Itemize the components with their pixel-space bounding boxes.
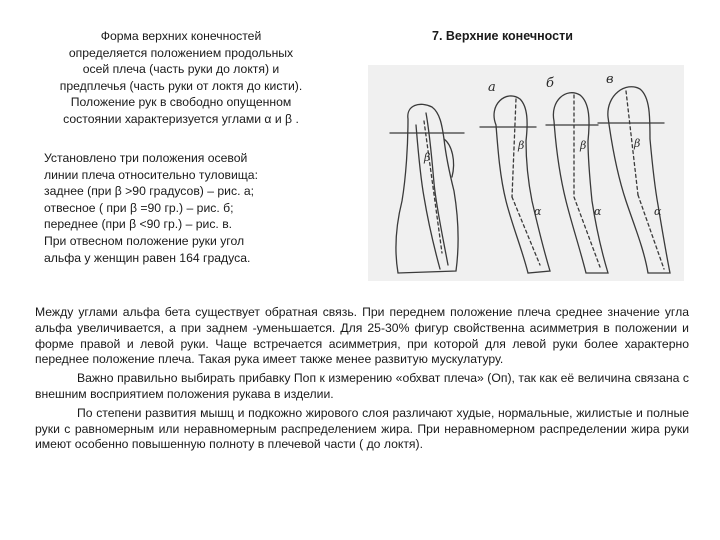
arm-b-alpha-label: α <box>594 205 602 218</box>
arm-b-outline <box>553 93 608 273</box>
slide-title: 7. Верхние конечности <box>432 29 573 43</box>
positions-line: линии плеча относительно туловища: <box>44 167 258 182</box>
paragraph: По степени развития мышц и подкожно жирового слоя различают худые, нормальные, жилистые и полные руки с равномерным или неравномерным распределением жира. При неравномерном распределении жира руки имеют особенно повышенную полноту в плечевой части ( до локтя). <box>35 405 689 452</box>
positions-line: переднее (при β <90 гр.) – рис. в. <box>44 217 233 232</box>
arm-sketch-drawing <box>368 65 684 281</box>
torso-beta-label: β <box>424 151 431 164</box>
arm-a-beta-label: β <box>518 139 525 152</box>
arm-a-outline <box>494 96 550 273</box>
figure-label-v: в <box>606 72 614 87</box>
arm-b-beta-label: β <box>580 139 587 152</box>
paragraph: Между углами альфа бета существует обратная связь. При переднем положение плеча среднее значение угла альфа увеличивается, а при заднем -уменьшается. Для 25-30% фигур свойственна асимметрия в положении и форме правой и левой руки. Чаще встречается асимметрия, при которой для левой руки более характерно переднее положение плеча. Такая рука имеет также менее развитую мускулатуру. <box>35 305 689 367</box>
intro-line: предплечья (часть руки от локтя до кисти). <box>59 78 303 93</box>
positions-line: отвесное ( при β =90 гр.) – рис. б; <box>44 200 234 215</box>
intro-line: Положение рук в свободно опущенном <box>70 95 292 110</box>
arm-positions-figure <box>368 65 684 281</box>
arm-a-alpha-label: α <box>534 205 542 218</box>
arm-positions-text <box>44 150 314 266</box>
paragraph: Важно правильно выбирать прибавку Поп к измерению «обхват плеча» (Оп), так как её величина связана с внешним восприятием положения рукава в изделии. <box>35 371 689 401</box>
arm-v-beta-label: β <box>634 137 641 150</box>
arm-v-outline <box>608 87 670 273</box>
figure-label-b: б <box>546 76 554 91</box>
arm-v-alpha-label: α <box>654 205 662 218</box>
torso-arm-inner <box>426 113 448 265</box>
positions-line: альфа у женщин равен 164 градуса. <box>44 250 251 265</box>
intro-line: осей плеча (часть руки до локтя) и <box>82 62 280 77</box>
intro-line: состоянии характеризуется углами α и β . <box>63 111 299 126</box>
intro-text <box>40 28 322 128</box>
positions-line: При отвесном положение руки угол <box>44 233 245 248</box>
arm-a-axis <box>512 99 516 197</box>
body-text <box>35 305 689 453</box>
figure-label-a: а <box>488 80 496 95</box>
torso-axis <box>424 121 442 253</box>
intro-line: Форма верхних конечностей <box>100 29 262 43</box>
positions-line: заднее (при β >90 градусов) – рис. а; <box>44 184 255 199</box>
torso-outline <box>396 104 458 273</box>
positions-line: Установлено три положения осевой <box>44 151 248 165</box>
intro-line: определяется положением продольных <box>68 45 294 60</box>
